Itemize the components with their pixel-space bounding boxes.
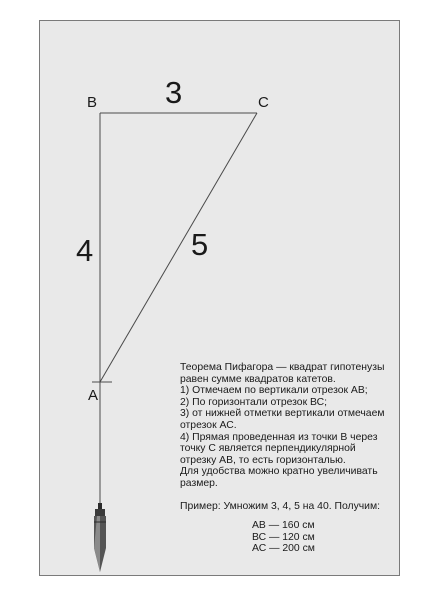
description-line: точку С является перпендикулярной — [180, 443, 356, 455]
example-line: Пример: Умножим 3, 4, 5 на 40. Получим: — [180, 501, 381, 513]
description-line: 4) Прямая проведенная из точки В через — [180, 431, 378, 443]
point-c-label: C — [258, 94, 269, 111]
description-line: отрезку АВ, то есть горизонталью. — [180, 454, 346, 466]
description-line: 2) По горизонтали отрезок ВС; — [180, 396, 327, 408]
example-results — [252, 520, 315, 555]
result-ab: АВ — 160 см — [252, 520, 315, 531]
pythagoras-description — [180, 362, 395, 513]
description-line: 1) Отмечаем по вертикали отрезок АВ; — [180, 385, 368, 397]
description-line: Для удобства можно кратно увеличивать — [180, 466, 378, 478]
description-line: размер. — [180, 477, 218, 489]
result-ac: АС — 200 см — [252, 543, 315, 555]
length-ab-label: 4 — [76, 233, 94, 268]
length-bc-label: 3 — [165, 75, 183, 110]
segment-ac — [100, 113, 257, 382]
stake-icon — [94, 503, 106, 572]
description-line: отрезок АС. — [180, 419, 237, 431]
result-bc: ВС — 120 см — [252, 531, 315, 543]
description-line: равен сумме квадратов катетов. — [180, 373, 336, 385]
description-line: Теорема Пифагора — квадрат гипотенузы — [180, 362, 385, 373]
point-a-label: A — [88, 387, 99, 404]
point-b-label: B — [87, 94, 98, 111]
length-ac-label: 5 — [191, 227, 209, 262]
description-line: 3) от нижней отметки вертикали отмечаем — [180, 408, 385, 420]
